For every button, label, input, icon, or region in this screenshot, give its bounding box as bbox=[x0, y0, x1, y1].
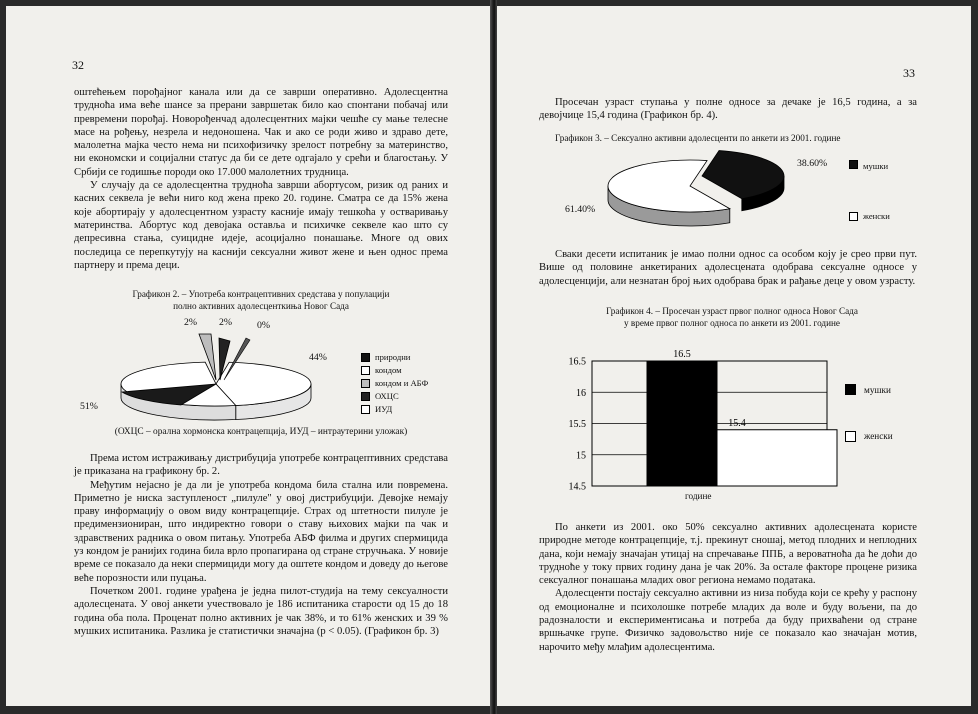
chart2-label-natural: 0% bbox=[257, 320, 271, 331]
bar-value-label: 16.5 bbox=[673, 349, 691, 360]
chart3-label-male: 38.60% bbox=[797, 158, 828, 169]
chart2-caption bbox=[106, 289, 416, 312]
swatch-icon bbox=[845, 384, 856, 395]
chart4-caption-line2: у време првог полног односа по анкети из 2001. године bbox=[624, 317, 840, 328]
swatch-icon bbox=[361, 405, 370, 414]
bar-1 bbox=[717, 430, 837, 486]
chart3-caption: Графикон 3. – Сексуално активни адолесценти по анкети из 2001. године bbox=[555, 133, 841, 143]
legend-item bbox=[849, 160, 890, 210]
chart3-pie bbox=[497, 146, 971, 241]
swatch-icon bbox=[361, 366, 370, 375]
legend-label: природни bbox=[375, 352, 411, 362]
chart2-label-abf: 2% bbox=[184, 317, 198, 328]
swatch-icon bbox=[361, 379, 370, 388]
legend-item bbox=[845, 384, 893, 430]
paragraph: Адолесценти постају сексуално активни из низа побуда који се крећу у распону од емоционалне и психолошке потребе младих да воле и буду вољени, па до радозналости и експериментисања и потреба да буду прихваћени од стране вршњачке групе. Физичко задовољство није се показало као значајан мотив, нарочито међу млађим адолесцентима. bbox=[539, 588, 917, 653]
right-page bbox=[497, 6, 971, 706]
legend-item bbox=[361, 377, 428, 390]
paragraph: У случају да се адолесцентна трудноћа заврши абортусом, ризик од раних и касних секвела је већи ниго код жена преко 20. године. Сматра се да 15% жена које абортирају у адолесцентном узрасту касније имају тешкоћа у остваривању материнства. Абортус код девојака оставља и психичке секвеле као што су депресивна стања, суицидне идеје, асоцијално понашање. Многе од ових последица се перепкутују на каснији сексуални живот жене и њен однос према партнеру и према деци. bbox=[74, 180, 448, 271]
y-tick-label: 16.5 bbox=[568, 356, 586, 368]
paragraph: Просечан узраст ступања у полне односе за дечаке је 16,5 година, а за девојчице 15,4 година (Графикон бр. 4). bbox=[539, 97, 917, 122]
chart2-label-iud: 51% bbox=[80, 401, 98, 412]
legend-label: кондом и АБФ bbox=[375, 378, 429, 388]
chart2-label-ohcs: 2% bbox=[219, 317, 233, 328]
swatch-icon bbox=[845, 431, 856, 442]
legend-item bbox=[361, 403, 428, 416]
chart2-label-condom: 44% bbox=[309, 352, 327, 363]
swatch-icon bbox=[361, 392, 370, 401]
legend-label: ОХЦС bbox=[375, 391, 399, 401]
paragraph: оштећењем порођајног канала или да се заврши оперативно. Адолесцентна трудноћа има веће шансе за прерани завршетак било као спонтани побачај или превремени порођај. Новорођенчад адолесцентних мајки чешће су мање телесне масе на рођењу, незрела и недоношена. Чак и ако се роди живо и здраво дете, малолетна мајка често нема ни психофизичку зрелост потребну за материнство, ни економски и социјални статус да би се дете одгајало у срећи и благостању. У Србији се годишње породи око 17.000 малолетних трудница. bbox=[74, 87, 448, 178]
left-text-bottom bbox=[74, 452, 448, 638]
chart4-legend bbox=[845, 384, 893, 443]
chart2-caption-line2: полно активних адолесценткиња Новог Сада bbox=[173, 300, 349, 311]
paragraph: Сваки десети испитаник је имао полни однос са особом коју је срео први пут. Више од половине анкетираних адолесцената одобрава сексуалне односе у адолесценцији, али незнатан број њих одобрава брак и рађање деце у овом узрасту. bbox=[539, 249, 917, 287]
right-text-mid bbox=[539, 248, 917, 288]
left-page bbox=[6, 6, 490, 706]
chart4-caption-line1: Графикон 4. – Просечан узраст првог полног односа Новог Сада bbox=[606, 306, 858, 316]
chart4-bar bbox=[497, 336, 971, 516]
legend-label: кондом bbox=[375, 365, 402, 375]
legend-item bbox=[361, 364, 428, 377]
swatch-icon bbox=[849, 212, 858, 221]
chart2-footnote: (ОХЦС – орална хормонска контрацепција, ИУД – интраутерини уложак) bbox=[114, 427, 408, 437]
chart2-caption-line1: Графикон 2. – Употреба контрацептивних средстава у популацији bbox=[132, 289, 390, 299]
legend-label: женски bbox=[863, 211, 890, 221]
legend-label: ИУД bbox=[375, 404, 393, 414]
swatch-icon bbox=[849, 160, 858, 169]
bar-value-label: 15.4 bbox=[728, 417, 746, 429]
right-text-top bbox=[539, 96, 917, 123]
legend-label: мушки bbox=[864, 385, 891, 395]
paragraph: Међутим нејасно је да ли је употреба кондома била стална или повремена. Приметно је ниска заступленост „пилуле" у овој дистрибуцији. Девојке немају праву информацију о овом виду контрацепције. Страх од штетности пилуле је предимензиониран, што индиректно говори о ставу њихових мајки па чак и здравствених радника о овом питању. Употреба АБФ филма и других спермицида уз кондом је ранијих година била врло пропагирана од стране стручњака. У новије време се показало да неки спермициди могу да оштете кондом и доведу до његове веће порозности или пуцања. bbox=[74, 479, 448, 584]
right-text-bottom bbox=[539, 521, 917, 654]
legend-item bbox=[361, 390, 428, 403]
page-number-left: 32 bbox=[72, 58, 84, 72]
legend-item bbox=[845, 430, 893, 443]
chart4-xlabel: године bbox=[685, 491, 712, 501]
legend-item bbox=[361, 351, 428, 364]
chart4-caption bbox=[582, 306, 882, 329]
bar-0 bbox=[647, 361, 717, 486]
chart3-legend bbox=[849, 160, 890, 223]
left-text-top bbox=[74, 86, 448, 272]
book-gutter bbox=[490, 0, 497, 714]
y-tick-label: 16 bbox=[576, 387, 586, 399]
legend-label: мушки bbox=[863, 161, 889, 171]
y-tick-label: 15 bbox=[576, 450, 586, 462]
chart3-label-female: 61.40% bbox=[565, 204, 596, 215]
chart2-legend bbox=[361, 351, 428, 416]
legend-item bbox=[849, 210, 890, 223]
swatch-icon bbox=[361, 353, 370, 362]
paragraph: По анкети из 2001. око 50% сексуално активних адолесцената користе природне методе контрацепције, т.ј. прекинут сношај, метод плодних и неплодних дана, који немају значајан утицај на спречавање ППБ, а вероватноћа да ће доћи до трудноће у току првих годину дана је чак 20%. За остале факторе процене ризика сексуалног понашања младих овог региона немамо података. bbox=[539, 522, 917, 587]
paragraph: Према истом истраживању дистрибуција употребе контрацептивних средстава је приказана на графикону бр. 2. bbox=[74, 453, 448, 478]
paragraph: Почетком 2001. године урађена је једна пилот-студија на тему сексуалности адолесцената. У овој анкети учествовало је 186 испитаника старости од 15 до 18 година оба пола. Проценат полно активних је чак 38%, и то 61% женских и 39 % мушких испитаника. Разлика је статистички значајна (p < 0.05). (Графикон бр. 3) bbox=[74, 585, 448, 637]
y-tick-label: 15.5 bbox=[568, 419, 586, 430]
legend-label: женски bbox=[864, 431, 893, 441]
page-number-right: 33 bbox=[903, 66, 915, 80]
y-tick-label: 14.5 bbox=[568, 481, 586, 493]
